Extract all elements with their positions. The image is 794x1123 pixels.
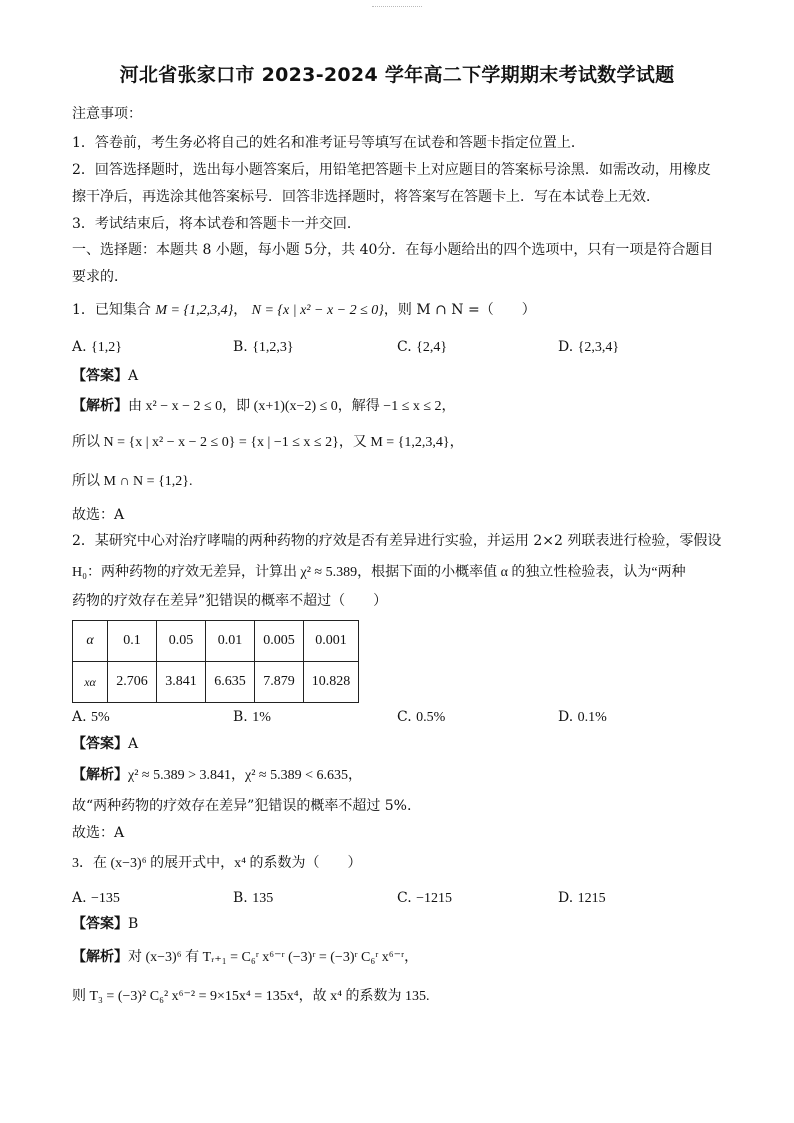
q3-stem: 3．在 (x−3)⁶ 的展开式中，x⁴ 的系数为（ ）: [72, 856, 362, 871]
q1-analysis-1: 【解析】由 x² − x − 2 ≤ 0，即 (x+1)(x−2) ≤ 0，解得 −1 ≤ x ≤ 2，: [72, 398, 456, 414]
q3-analysis-2: 则 T₃ = (−3)² C₆² x⁶⁻² = 9×15x⁴ = 135x⁴，故 x⁴ 的系数为 135.: [72, 989, 430, 1004]
section1-heading-cont: 要求的．: [72, 269, 128, 285]
table-head-x-alpha: xα: [73, 662, 108, 703]
q1-ask: ，则 M ∩ N =（ ）: [383, 302, 536, 318]
q2-stem-3: 药物的疗效存在差异”犯错误的概率不超过（ ）: [72, 593, 388, 609]
table-row: [73, 621, 359, 662]
q2-answer: 【答案】A: [72, 736, 139, 752]
q2-option-d: D. 0.1%: [558, 709, 607, 725]
table-row: [73, 662, 359, 703]
q3-option-c: C. −1215: [397, 890, 453, 906]
q1-option-a: A. {1,2}: [72, 339, 122, 355]
q1-set-m: M = {1,2,3,4}: [155, 303, 234, 318]
table-cell: 0.05: [157, 621, 206, 662]
q2-stem-2: H₀：两种药物的疗效无差异，计算出 χ² ≈ 5.389，根据下面的小概率值 α 的独立性检验表，认为“两种: [72, 565, 686, 580]
table-head-alpha: α: [73, 621, 108, 662]
table-cell: 2.706: [108, 662, 157, 703]
note-3: 3．考试结束后，将本试卷和答题卡一并交回．: [72, 216, 361, 232]
section1-heading: 一、选择题：本题共 8 小题，每小题 5分，共 40分．在每小题给出的四个选项中，只有一项是符合题目: [72, 242, 714, 258]
q3-analysis-1: 【解析】对 (x−3)⁶ 有 Tᵣ₊₁ = C₆ʳ x⁶⁻ʳ (−3)ʳ = (−3)ʳ C₆ʳ x⁶⁻ʳ，: [72, 949, 419, 965]
note-2-cont: 擦干净后，再选涂其他答案标号．回答非选择题时，将答案写在答题卡上．写在本试卷上无效．: [72, 189, 660, 205]
q3-option-d: D. 1215: [558, 890, 606, 906]
q2-analysis-2: 故“两种药物的疗效存在差异”犯错误的概率不超过 5%.: [72, 798, 412, 814]
q1-stem: 1．已知集合 M = {1,2,3,4}， N = {x | x² − x − 2 ≤ 0}，则 M ∩ N =（ ）: [72, 302, 536, 318]
q1-analysis-2: 所以 N = {x | x² − x − 2 ≤ 0} = {x | −1 ≤ x ≤ 2}，又 M = {1,2,3,4}，: [72, 435, 464, 450]
table-cell: 0.005: [255, 621, 304, 662]
q1-option-b: B. {1,2,3}: [233, 339, 294, 355]
significance-table: [72, 620, 359, 703]
q3-option-b: B. 135: [233, 890, 274, 906]
table-cell: 0.01: [206, 621, 255, 662]
q1-analysis-3: 所以 M ∩ N = {1,2}.: [72, 474, 193, 489]
q2-option-c: C. 0.5%: [397, 709, 446, 725]
q1-option-d: D. {2,3,4}: [558, 339, 620, 355]
q3-option-a: A. −135: [72, 890, 120, 906]
q1-prefix: 1．已知集合: [72, 302, 151, 318]
note-2: 2．回答选择题时，选出每小题答案后，用铅笔把答题卡上对应题目的答案标号涂黑．如需改动，用橡皮: [72, 162, 711, 178]
q2-analysis-1: 【解析】χ² ≈ 5.389 > 3.841，χ² ≈ 5.389 < 6.635，: [72, 767, 362, 783]
q1-answer: 【答案】A: [72, 368, 139, 384]
table-cell: 0.1: [108, 621, 157, 662]
q2-result: 故选：A: [72, 825, 125, 841]
q1-result: 故选：A: [72, 507, 125, 523]
q2-option-a: A. 5%: [72, 709, 110, 725]
q2-option-b: B. 1%: [233, 709, 271, 725]
q3-answer: 【答案】B: [72, 916, 139, 932]
note-1: 1．答卷前，考生务必将自己的姓名和准考证号等填写在试卷和答题卡指定位置上．: [72, 135, 585, 151]
q1-set-n: N = {x | x² − x − 2 ≤ 0}: [251, 303, 384, 318]
header-dotted-mark: [372, 6, 422, 7]
table-cell: 0.001: [304, 621, 359, 662]
table-cell: 6.635: [206, 662, 255, 703]
table-cell: 10.828: [304, 662, 359, 703]
notes-header: 注意事项：: [72, 106, 142, 122]
page-title: 河北省张家口市 2023-2024 学年高二下学期期末考试数学试题: [119, 64, 675, 86]
table-cell: 7.879: [255, 662, 304, 703]
q1-option-c: C. {2,4}: [397, 339, 448, 355]
q2-stem-1: 2．某研究中心对治疗哮喘的两种药物的疗效是否有差异进行实验，并运用 2×2 列联表进行检验，零假设: [72, 533, 722, 549]
table-cell: 3.841: [157, 662, 206, 703]
